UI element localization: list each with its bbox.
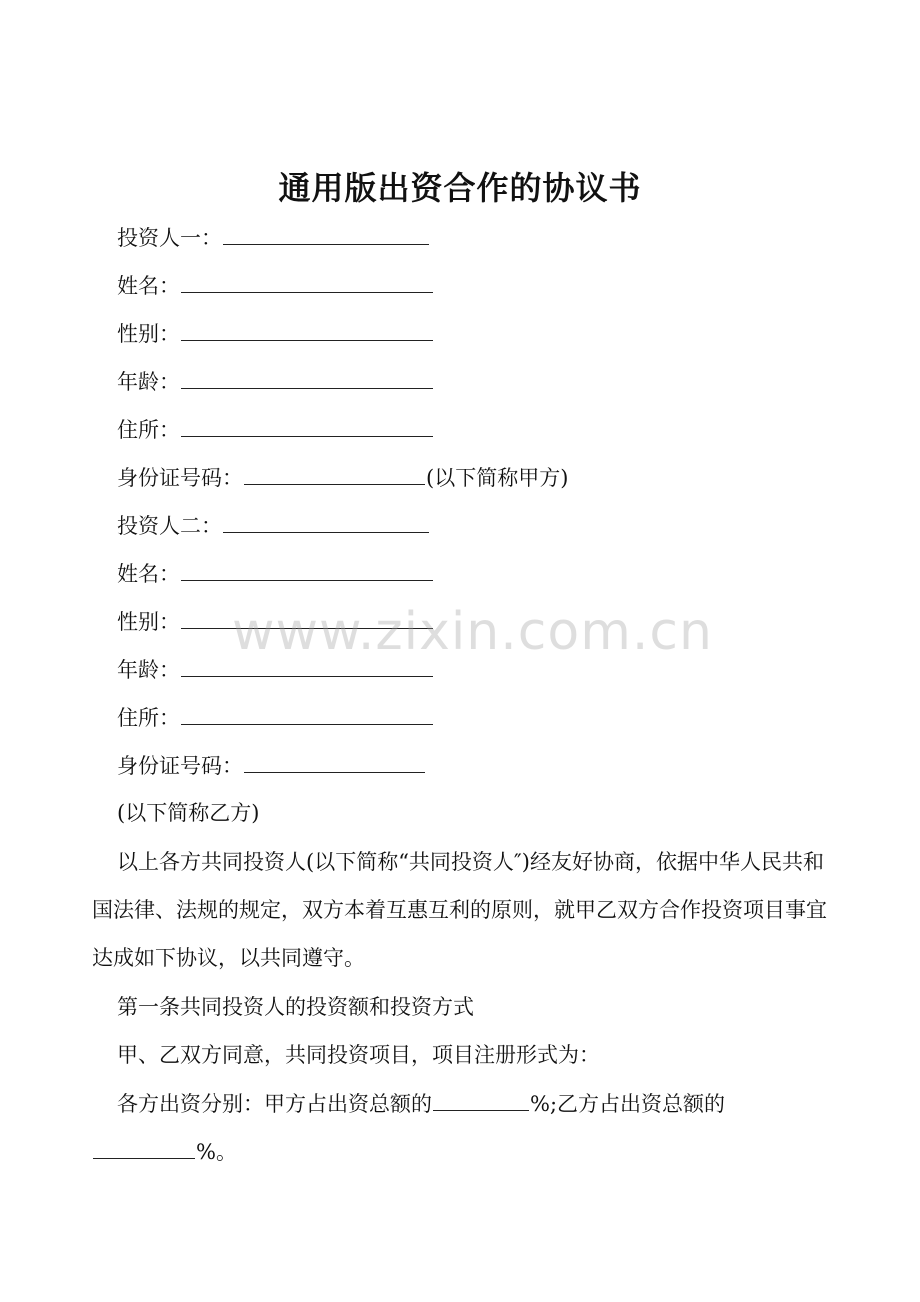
clause-2-part-a: 各方出资分别：甲方占出资总额的 [117, 1092, 432, 1116]
investor2-gender-blank[interactable] [181, 606, 433, 629]
investor1-id-line [117, 462, 568, 493]
investor2-alias-line [117, 798, 259, 828]
investor1-address-blank[interactable] [181, 414, 433, 437]
investor1-name-label: 姓名： [117, 274, 180, 298]
investor2-address-label: 住所： [117, 706, 180, 730]
investor2-id-blank[interactable] [244, 750, 425, 773]
investor2-alias: (以下简称乙方) [117, 801, 260, 825]
investor1-age-blank[interactable] [181, 366, 433, 389]
investor1-gender-label: 性别： [117, 322, 180, 346]
clause-2-part-c: %。 [196, 1140, 237, 1164]
investor2-gender-line [117, 606, 434, 637]
investor1-id-label: 身份证号码： [117, 466, 243, 490]
investor1-heading-line [117, 222, 430, 253]
investor2-gender-label: 性别： [117, 610, 180, 634]
investor2-age-label: 年龄： [117, 658, 180, 682]
investor1-alias: (以下简称甲方) [426, 466, 569, 490]
investor2-id-line [117, 750, 426, 781]
party-b-percent-blank[interactable] [93, 1136, 195, 1159]
investor1-name-line [117, 270, 434, 301]
investor1-heading: 投资人一： [117, 226, 222, 250]
investor2-address-line [117, 702, 434, 733]
investor1-blank[interactable] [223, 222, 429, 245]
investor2-name-line [117, 558, 434, 589]
investor2-age-line [117, 654, 434, 685]
investor2-blank[interactable] [223, 510, 429, 533]
investor1-gender-line [117, 318, 434, 349]
investor2-age-blank[interactable] [181, 654, 433, 677]
investor1-id-blank[interactable] [244, 462, 425, 485]
investor1-gender-blank[interactable] [181, 318, 433, 341]
clause-2-line [117, 1088, 725, 1119]
investor1-address-label: 住所： [117, 418, 180, 442]
investor2-heading-line [117, 510, 430, 541]
intro-paragraph: 以上各方共同投资人(以下简称“共同投资人″)经友好协商，依据中华人民共和国法律、法规的规定，双方本着互惠互利的原则，就甲乙双方合作投资项目事宜达成如下协议，以共同遵守。 [92, 850, 827, 970]
investor2-name-label: 姓名： [117, 562, 180, 586]
investor1-age-label: 年龄： [117, 370, 180, 394]
clause-1: 甲、乙双方同意，共同投资项目，项目注册形式为： [117, 1043, 600, 1067]
investor1-name-blank[interactable] [181, 270, 433, 293]
watermark: www.zixin.com.cn [232, 602, 713, 662]
investor2-id-label: 身份证号码： [117, 754, 243, 778]
party-a-percent-blank[interactable] [433, 1088, 529, 1111]
investor2-address-blank[interactable] [181, 702, 433, 725]
investor2-name-blank[interactable] [181, 558, 433, 581]
clause-2-continuation [92, 1136, 237, 1167]
article1-heading: 第一条共同投资人的投资额和投资方式 [117, 995, 474, 1019]
investor1-age-line [117, 366, 434, 397]
document-title: 通用版出资合作的协议书 [278, 169, 642, 207]
clause-2-part-b: %;乙方占出资总额的 [530, 1092, 726, 1116]
investor2-heading: 投资人二： [117, 514, 222, 538]
investor1-address-line [117, 414, 434, 445]
